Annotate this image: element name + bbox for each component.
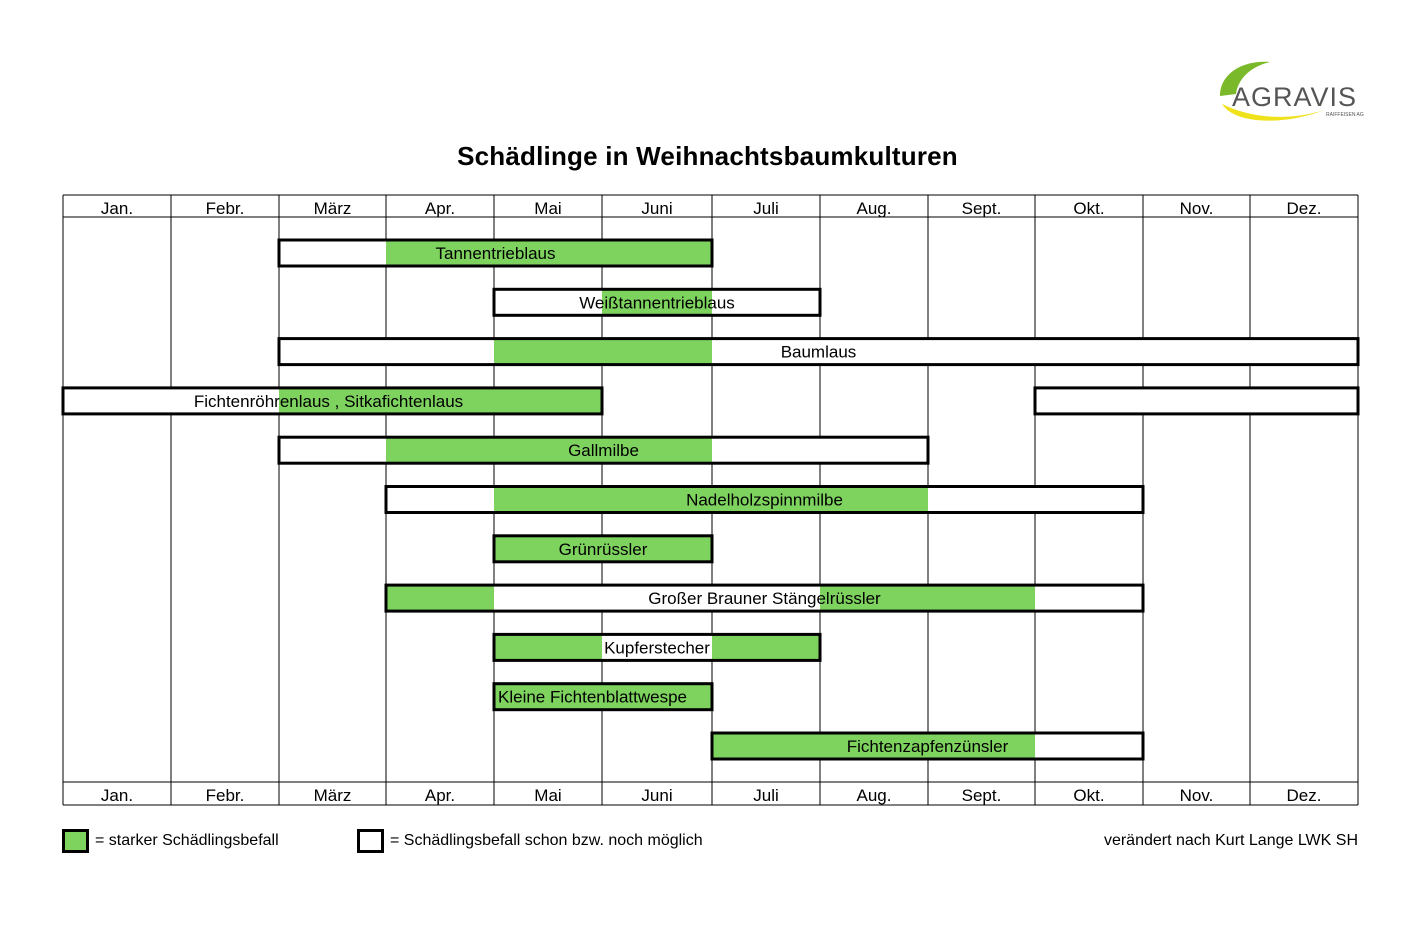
month-label-top-10: Nov. bbox=[1179, 199, 1214, 218]
bar-label-3: Fichtenröhrenlaus , Sitkafichtenlaus bbox=[193, 391, 464, 411]
bar-strong-8-0 bbox=[494, 634, 602, 660]
bar-strong-2-0 bbox=[494, 339, 712, 365]
month-label-bottom-0: Jan. bbox=[100, 786, 134, 805]
month-label-bottom-4: Mai bbox=[534, 786, 562, 805]
month-label-bottom-2: März bbox=[313, 786, 352, 805]
legend-strong bbox=[62, 826, 279, 856]
bar-label-4: Gallmilbe bbox=[568, 441, 639, 461]
month-label-top-8: Sept. bbox=[961, 199, 1002, 218]
bar-label-9: Kleine Fichtenblattwespe bbox=[498, 687, 688, 707]
bar-label-10: Fichtenzapfenzünsler bbox=[846, 737, 1009, 756]
month-label-bottom-10: Nov. bbox=[1179, 786, 1214, 805]
month-label-bottom-5: Juni bbox=[641, 786, 673, 805]
legend-green-swatch bbox=[62, 829, 89, 853]
month-label-top-5: Juni bbox=[641, 199, 673, 218]
bar-strong-8-1 bbox=[712, 634, 820, 660]
logo-wordmark: AGRAVIS bbox=[1232, 82, 1358, 112]
bar-strong-4-0 bbox=[386, 437, 712, 463]
bar-label-5: Nadelholzspinnmilbe bbox=[686, 490, 843, 510]
month-label-top-0: Jan. bbox=[100, 199, 134, 218]
month-label-bottom-3: Apr. bbox=[424, 786, 456, 805]
month-label-top-9: Okt. bbox=[1073, 199, 1105, 218]
bar-possible-fill-3-1 bbox=[1035, 388, 1358, 414]
month-label-bottom-7: Aug. bbox=[856, 786, 892, 805]
legend-possible bbox=[357, 826, 703, 856]
month-label-top-3: Apr. bbox=[424, 199, 456, 218]
month-label-bottom-1: Febr. bbox=[205, 786, 245, 805]
logo-subline: RAIFFEISEN AG bbox=[1326, 112, 1364, 118]
month-label-bottom-6: Juli bbox=[753, 786, 779, 805]
bar-strong-7-0 bbox=[386, 585, 494, 611]
source-note: verändert nach Kurt Lange LWK SH bbox=[1103, 832, 1358, 849]
bar-label-6: Grünrüssler bbox=[558, 539, 648, 559]
month-label-top-6: Juli bbox=[753, 199, 779, 218]
month-label-top-7: Aug. bbox=[856, 199, 892, 218]
month-label-bottom-8: Sept. bbox=[961, 786, 1002, 805]
month-label-top-2: März bbox=[313, 199, 352, 218]
month-label-top-4: Mai bbox=[534, 199, 562, 218]
bar-label-8: Kupferstecher bbox=[604, 638, 710, 658]
month-label-bottom-9: Okt. bbox=[1073, 786, 1105, 805]
month-label-top-11: Dez. bbox=[1286, 199, 1322, 218]
legend-strong-label: = starker Schädlingsbefall bbox=[95, 832, 279, 849]
bar-label-1: Weißtannentrieblaus bbox=[579, 293, 735, 313]
month-label-bottom-11: Dez. bbox=[1286, 786, 1322, 805]
month-label-top-1: Febr. bbox=[205, 199, 245, 218]
legend-white-swatch bbox=[357, 829, 384, 853]
legend-possible-label: = Schädlingsbefall schon bzw. noch möglich bbox=[390, 832, 703, 849]
bar-label-2: Baumlaus bbox=[780, 342, 857, 362]
chart-title: Schädlinge in Weihnachtsbaumkulturen bbox=[457, 141, 958, 171]
bar-label-7: Großer Brauner Stängelrüssler bbox=[648, 589, 881, 609]
bar-label-0: Tannentrieblaus bbox=[435, 244, 556, 263]
